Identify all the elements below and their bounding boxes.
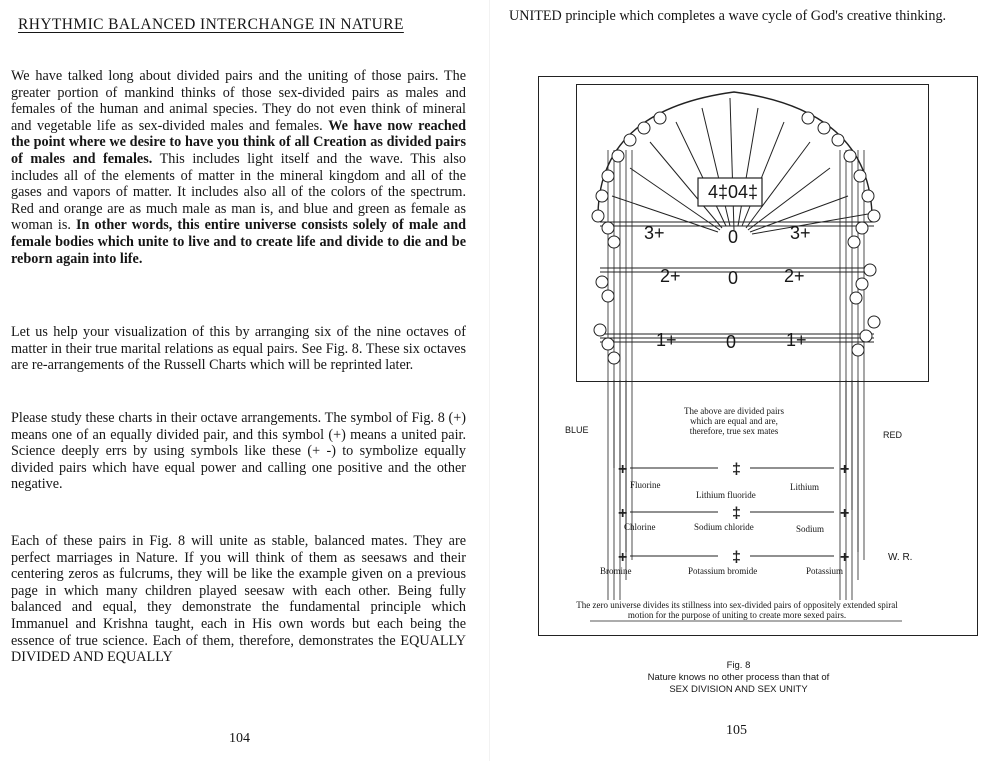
svg-text:‡: ‡	[732, 461, 741, 478]
left-page	[0, 0, 490, 761]
octave-2-zero: 0	[728, 268, 739, 288]
paragraph-4-text: Each of these pairs in Fig. 8 will unite as stable, balanced mates. They are perfect marriages in Nature. If you will think of them as seesaws and their centering zeros as fulcrums, they will be like the example given on a previous page in which many children played seesaw with each other. Being fully balanced and equal, they demonstrate the fundamental principle which Immanuel and Krishna taught, each in His own words but each being the essence of true science. Each of them, therefore, demonstrates the EQUALLY DIVIDED AND EQUALLY	[11, 533, 466, 666]
top-pair-value: 4‡04‡	[708, 182, 759, 202]
octave-1-left: 1+	[656, 330, 677, 350]
svg-text:+: +	[840, 461, 850, 478]
element-lithium-fluoride: Lithium fluoride	[696, 490, 756, 500]
octave-2-left: 2+	[660, 266, 681, 286]
pair-symbols	[618, 461, 849, 566]
element-lithium: Lithium	[790, 482, 819, 492]
element-circles-right	[802, 112, 880, 356]
divided-pairs-note: The above are divided pairs which are equal and are, therefore, true sex mates	[684, 406, 784, 436]
paragraph-2-text: Let us help your visualization of this by arranging six of the nine octaves of matter in their true marital relations as equal pairs. See Fig. 8. These six octaves are re-arrangements of the Russell Charts which will be reprinted later.	[11, 324, 466, 374]
page-number-left: 104	[229, 731, 250, 746]
svg-text:+: +	[840, 549, 850, 566]
paragraph-1-segment-1: We have talked long about divided pairs and the uniting of those pairs. The greater portion of mankind thinks of those sex-divided pairs as males and females of the human and animal species. They do not even think of mineral and vegetable life as sex-divided males and females.	[11, 68, 466, 134]
svg-text:+: +	[840, 505, 850, 522]
element-fluorine: Fluorine	[630, 480, 661, 490]
red-label: RED	[883, 430, 903, 440]
paragraph-4	[11, 533, 466, 666]
svg-text:+: +	[618, 549, 628, 566]
blue-label: BLUE	[565, 425, 589, 435]
initials: W. R.	[888, 552, 913, 563]
paragraph-3	[11, 410, 466, 493]
figure-label: Fig. 8	[726, 660, 751, 671]
octave-1-right: 1+	[786, 330, 807, 350]
octave-3-right: 3+	[790, 223, 811, 243]
running-title: RHYTHMIC BALANCED INTERCHANGE IN NATURE	[18, 16, 404, 33]
vertical-guides	[608, 150, 864, 600]
svg-text:+: +	[618, 461, 628, 478]
svg-text:‡: ‡	[732, 505, 741, 522]
page-number-right: 105	[726, 723, 747, 738]
paragraph-1-segment-4: In other words, this entire universe consists solely of male and female bodies which unite to live and to create life and divide to die and be reborn again into life.	[11, 217, 466, 267]
paragraph-3-text: Please study these charts in their octave arrangements. The symbol of Fig. 8 (+) means one of an equally divided pair, and this symbol (+) means a united pair. Science deeply errs by using symbols like these (+ -) to symbolize equally divided pairs which have equal power and calling one positive and the other negative.	[11, 410, 466, 493]
paragraph-2	[11, 324, 466, 374]
element-sodium-chloride: Sodium chloride	[694, 522, 754, 532]
continuation-text: UNITED principle which completes a wave cycle of God's creative thinking.	[509, 8, 947, 24]
octave-3-left: 3+	[644, 223, 665, 243]
figure-caption-line-2: SEX DIVISION AND SEX UNITY	[669, 684, 808, 695]
element-chlorine: Chlorine	[624, 522, 656, 532]
right-page	[490, 0, 987, 761]
paragraph-1	[11, 68, 466, 267]
element-potassium-bromide: Potassium bromide	[688, 566, 758, 576]
element-bromine: Bromine	[600, 566, 632, 576]
octave-1-zero: 0	[726, 332, 737, 352]
figure-caption-line-1: Nature knows no other process than that of	[647, 672, 830, 683]
octave-wave-diagram	[490, 0, 987, 640]
element-sodium: Sodium	[796, 524, 825, 534]
zero-universe-note: The zero universe divides its stillness into sex-divided pairs of oppositely extended spiral motion for the purpose of uniting to create more sexed pairs.	[576, 600, 898, 620]
octave-3-zero: 0	[728, 227, 739, 247]
paragraph-1-segment-3: This includes light itself and the wave. This also includes all of the elements of matter in the mineral kingdom and all of the gases and vapors of matter. It includes also all of the colors of the spectrum. Red and orange are as much male as man is, and blue and green as female as woman is.	[11, 150, 467, 234]
octave-2-right: 2+	[784, 266, 805, 286]
paragraph-1-segment-2: We have now reached the point where we desire to have you think of all Creation as divided pairs of males and females.	[11, 117, 466, 167]
svg-text:+: +	[618, 505, 628, 522]
element-potassium: Potassium	[806, 566, 844, 576]
svg-text:‡: ‡	[732, 549, 741, 566]
